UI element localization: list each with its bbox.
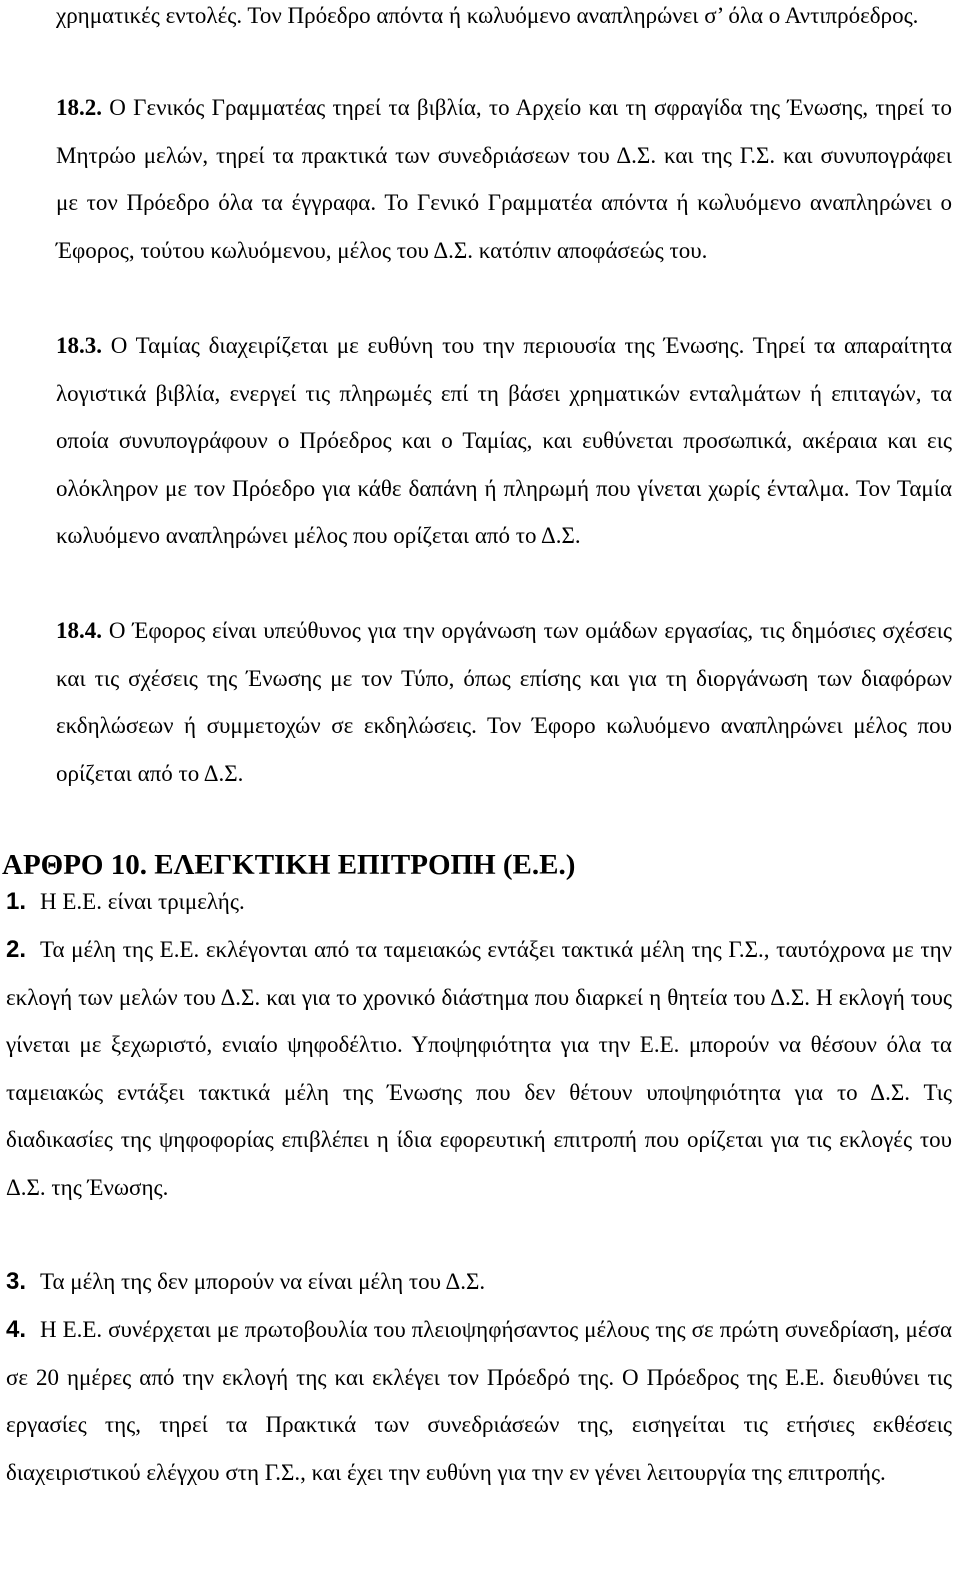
paragraph-text: Ο Ταμίας διαχειρίζεται με ευθύνη του την περιουσία της Ένωσης. Τηρεί τα απαραίτητα λογιστικά βιβλία, ενεργεί τις πληρωμές επί τη βάσει χρηματικών ενταλμάτων ή επιταγών, τα οποία συνυπογράφουν ο Πρόεδρος και ο Ταμίας, και ευθύνεται προσωπικά, ακέραια και εις ολόκληρον με τον Πρόεδρο για κάθε δαπάνη ή πληρωμή που γίνεται χωρίς ένταλμα. Τον Ταμία κωλυόμενο αναπληρώνει μέλος που ορίζεται από το Δ.Σ.	[56, 333, 952, 549]
paragraph-18-3	[56, 322, 952, 560]
item-text: Τα μέλη της δεν μπορούν να είναι μέλη του Δ.Σ.	[40, 1269, 486, 1294]
paragraph-text: χρηματικές εντολές. Τον Πρόεδρο απόντα ή κωλυόμενο αναπληρώνει σ’ όλα ο Αντιπρόεδρος.	[56, 3, 919, 28]
paragraph-text: Ο Έφορος είναι υπεύθυνος για την οργάνωση των ομάδων εργασίας, τις δημόσιες σχέσεις και τις σχέσεις της Ένωσης με τον Τύπο, όπως επίσης και για τη διοργάνωση των διαφόρων εκδηλώσεων ή συμμετοχών σε εκδηλώσεις. Τον Έφορο κωλυόμενο αναπληρώνει μέλος που ορίζεται από το Δ.Σ.	[56, 618, 953, 786]
item-number: 3.	[6, 1268, 27, 1295]
item-number: 1.	[6, 888, 27, 915]
item-text: Η Ε.Ε. είναι τριμελής.	[40, 889, 245, 914]
article-item-2	[6, 926, 952, 1212]
item-text: Τα μέλη της Ε.Ε. εκλέγονται από τα ταμειακώς εντάξει τακτικά μέλη της Γ.Σ., ταυτόχρονα με την εκλογή των μελών του Δ.Σ. και για το χρονικό διάστημα που διαρκεί η θητεία του Δ.Σ. Η εκλογή τους γίνεται με ξεχωριστό, ενιαίο ψηφοδέλτιο. Υποψηφιότητα για την Ε.Ε. μπορούν να θέσουν όλα τα ταμειακώς εντάξει τακτικά μέλη της Ένωσης που δεν θέτουν υποψηφιότητα για το Δ.Σ. Τις διαδικασίες της ψηφοφορίας επιβλέπει η ίδια εφορευτική επιτροπή που ορίζεται για τις εκλογές του Δ.Σ. της Ένωσης.	[6, 937, 952, 1200]
paragraph-number: 18.4.	[56, 618, 102, 643]
item-number: 2.	[6, 936, 27, 963]
paragraph-18-4	[56, 607, 952, 797]
article-item-3	[6, 1258, 952, 1306]
item-text: Η Ε.Ε. συνέρχεται με πρωτοβουλία του πλειοψηφήσαντος μέλους της σε πρώτη συνεδρίαση, μέσα σε 20 ημέρες από την εκλογή της και εκλέγει τον Πρόεδρό της. Ο Πρόεδρος της Ε.Ε. διευθύνει τις εργασίες της, τηρεί τα Πρακτικά των συνεδριάσεών της, εισηγείται τις ετήσιες εκθέσεις διαχειριστικού ελέγχου στη Γ.Σ., και έχει την ευθύνη για την εν γένει λειτουργία της επιτροπής.	[6, 1317, 952, 1485]
paragraph-text: Ο Γενικός Γραμματέας τηρεί τα βιβλία, το Αρχείο και τη σφραγίδα της Ένωσης, τηρεί το Μητρώο μελών, τηρεί τα πρακτικά των συνεδριάσεων του Δ.Σ. και της Γ.Σ. και συνυπογράφει με τον Πρόεδρο όλα τα έγγραφα. Το Γενικό Γραμματέα απόντα ή κωλυόμενο αναπληρώνει ο Έφορος, τούτου κωλυόμενου, μέλος του Δ.Σ. κατόπιν αποφάσεώς του.	[56, 95, 952, 263]
item-number: 4.	[6, 1316, 27, 1343]
paragraph-number: 18.2.	[56, 95, 102, 120]
article-item-4	[6, 1306, 952, 1496]
paragraph-continuation	[56, 0, 952, 40]
article-title: ΑΡΘΡΟ 10. ΕΛΕΓΚΤΙΚΗ ΕΠΙΤΡΟΠΗ (Ε.Ε.)	[2, 849, 576, 881]
paragraph-18-2	[56, 84, 952, 274]
article-item-1	[6, 878, 952, 926]
paragraph-number: 18.3.	[56, 333, 102, 358]
